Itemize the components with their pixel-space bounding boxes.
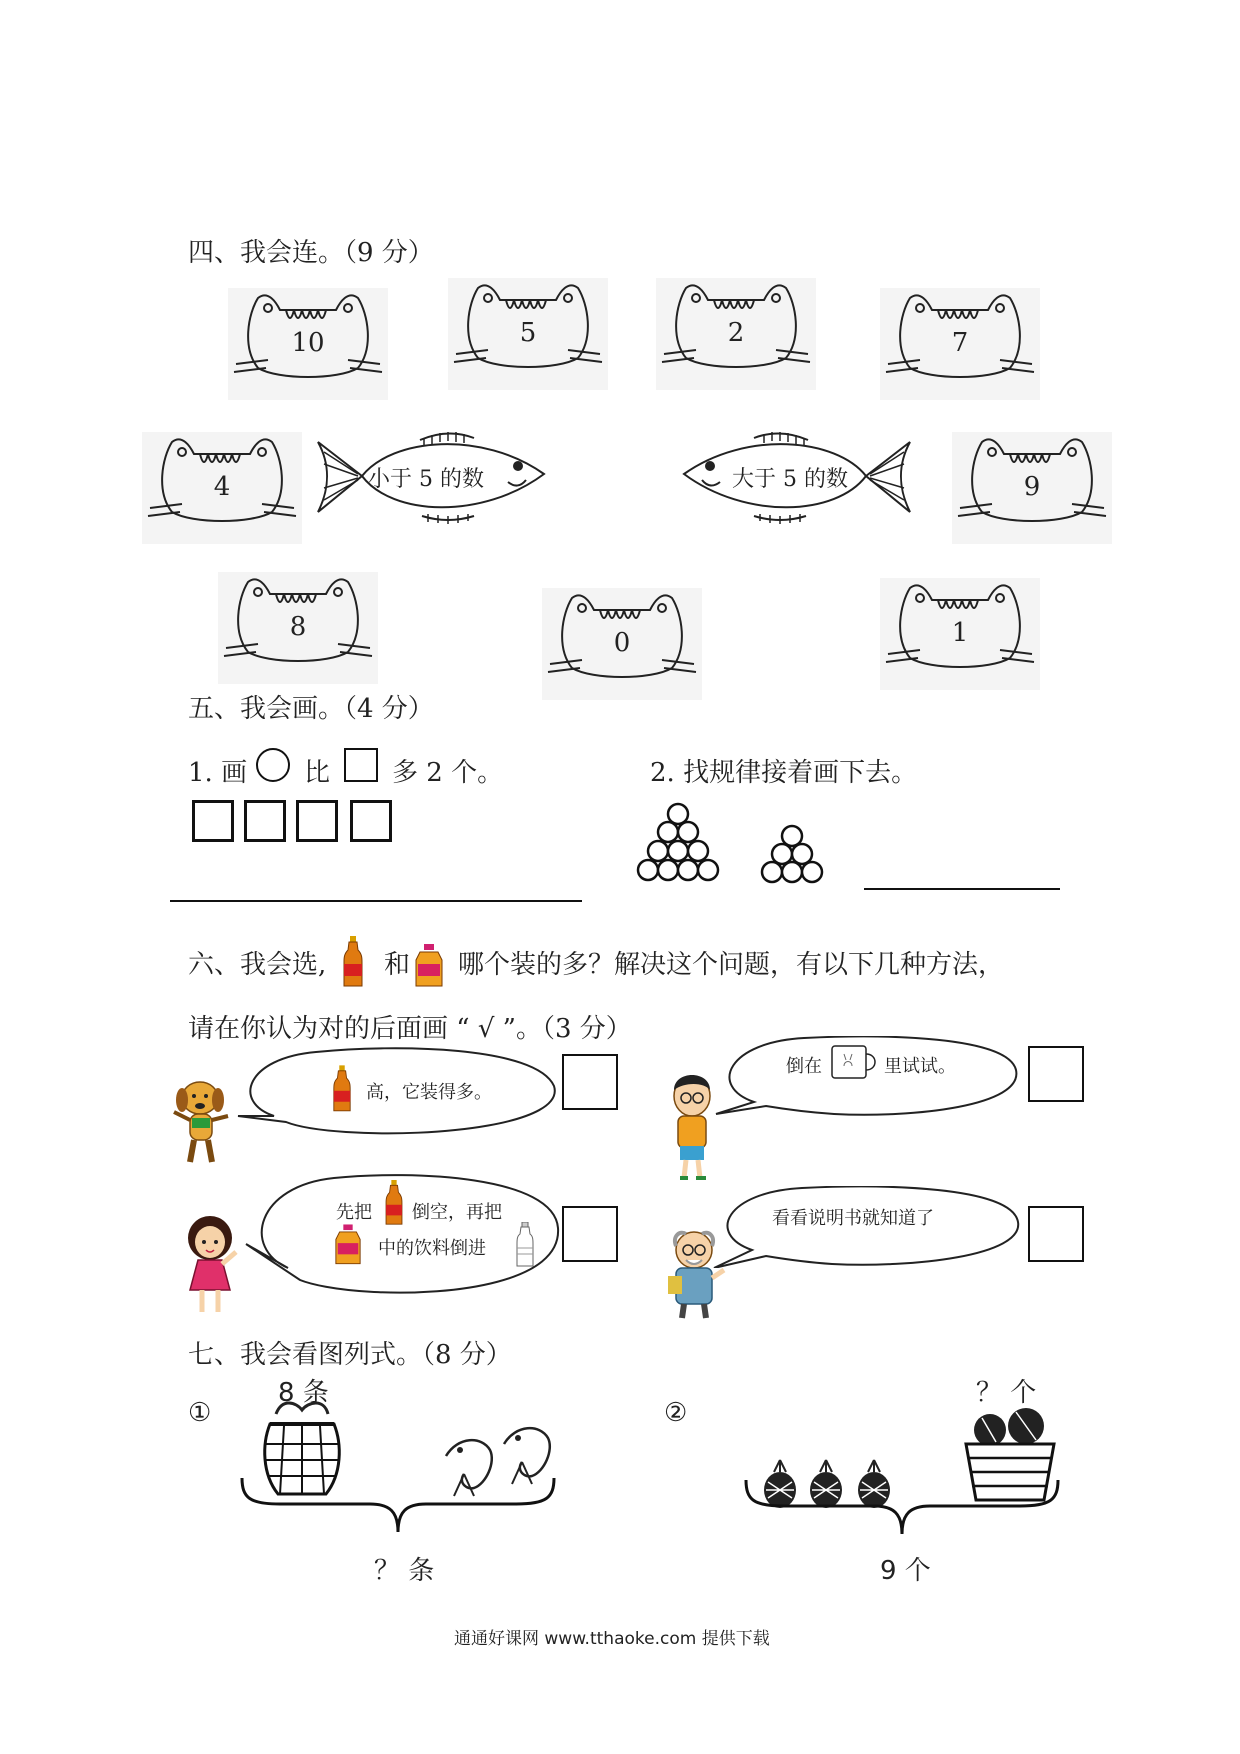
bubble-text: 看看说明书就知道了 xyxy=(772,1208,934,1229)
answer-checkbox-4[interactable] xyxy=(1028,1206,1084,1262)
q1-suffix: 多 2 个。 xyxy=(392,758,504,788)
bubble-text: 倒空，再把 xyxy=(412,1202,502,1223)
section6-title-a: 六、我会选, xyxy=(188,950,327,980)
cat-card-8[interactable] xyxy=(218,572,378,684)
problem2-top-label: ？ 个 xyxy=(976,1378,1037,1408)
q1-mid: 比 xyxy=(304,758,331,788)
answer-checkbox-2[interactable] xyxy=(1028,1046,1084,1102)
cat-number: 8 xyxy=(289,612,307,642)
cat-number: 7 xyxy=(951,328,969,358)
fish-label: 小于 5 的数 xyxy=(368,467,484,492)
cat-card-1[interactable] xyxy=(880,578,1040,690)
cola-bottle-icon xyxy=(384,1180,404,1226)
answer-line-q2[interactable] xyxy=(864,888,1060,890)
juice-jug-icon xyxy=(334,1224,362,1266)
circle-icon xyxy=(256,748,290,782)
cat-card-10[interactable] xyxy=(228,288,388,400)
fish-greater-than-5[interactable] xyxy=(676,424,916,528)
cat-number: 0 xyxy=(613,628,631,658)
cola-bottle-icon xyxy=(342,936,364,988)
cat-number: 10 xyxy=(291,328,325,358)
problem2-bottom-label: 9 个 xyxy=(880,1556,931,1586)
boy-character-icon xyxy=(664,1070,720,1182)
cat-card-0[interactable] xyxy=(542,588,702,700)
bubble-text: 倒在 xyxy=(786,1056,822,1077)
cat-card-4[interactable] xyxy=(142,432,302,544)
footer-text: 通通好课网 www.tthaoke.com 提供下载 xyxy=(454,1629,770,1649)
cat-number: 9 xyxy=(1023,472,1041,502)
dog-character-icon xyxy=(170,1076,232,1168)
answer-checkbox-3[interactable] xyxy=(562,1206,618,1262)
problem1-bottom-label: ？ 条 xyxy=(374,1556,435,1586)
square-shape xyxy=(350,800,392,842)
answer-line-q1[interactable] xyxy=(170,900,582,902)
brace-icon xyxy=(240,1476,556,1536)
bubble-text: 高，它装得多。 xyxy=(366,1082,492,1103)
problem2-marker: ② xyxy=(664,1398,688,1428)
section7-title: 七、我会看图列式。（8 分） xyxy=(188,1340,512,1370)
q1-prefix: 1. 画 xyxy=(188,758,248,788)
square-shape xyxy=(192,800,234,842)
fish-less-than-5[interactable] xyxy=(312,424,552,528)
cat-number: 5 xyxy=(519,318,537,348)
section6-title-2: 请在你认为对的后面画 “ √ ”。（3 分） xyxy=(188,1014,632,1044)
bubble-text: 里试试。 xyxy=(884,1056,956,1077)
circle-pyramid-10 xyxy=(632,802,724,894)
problem1-top-label: 8 条 xyxy=(278,1378,329,1408)
speech-bubble-2 xyxy=(714,1036,1020,1118)
section5-title: 五、我会画。（4 分） xyxy=(188,694,434,724)
cat-card-2[interactable] xyxy=(656,278,816,390)
water-bottle-icon xyxy=(516,1222,534,1268)
section6-title-b: 和 xyxy=(384,950,411,980)
answer-checkbox-1[interactable] xyxy=(562,1054,618,1110)
square-icon xyxy=(344,748,378,782)
square-shape xyxy=(244,800,286,842)
fish-label: 大于 5 的数 xyxy=(732,467,848,492)
section6-title-c: 哪个装的多？解决这个问题，有以下几种方法， xyxy=(458,950,1005,980)
cola-bottle-icon xyxy=(332,1064,352,1114)
q2-text: 2. 找规律接着画下去。 xyxy=(650,758,918,788)
juice-jug-icon xyxy=(414,944,444,988)
cat-card-7[interactable] xyxy=(880,288,1040,400)
speech-bubble-3 xyxy=(244,1172,562,1298)
girl-character-icon xyxy=(180,1212,242,1316)
cat-number: 4 xyxy=(213,472,231,502)
section4-title: 四、我会连。（9 分） xyxy=(188,238,434,268)
circle-pyramid-6 xyxy=(756,824,828,896)
cat-card-9[interactable] xyxy=(952,432,1112,544)
mug-icon xyxy=(830,1044,878,1080)
bubble-text: 中的饮料倒进 xyxy=(378,1238,486,1259)
bubble-text: 先把 xyxy=(336,1202,372,1223)
cat-card-5[interactable] xyxy=(448,278,608,390)
speech-bubble-4 xyxy=(712,1186,1022,1268)
cat-number: 1 xyxy=(951,618,969,648)
brace-icon xyxy=(744,1478,1060,1538)
speech-bubble-1 xyxy=(236,1046,558,1138)
square-shape xyxy=(296,800,338,842)
cat-number: 2 xyxy=(727,318,745,348)
problem1-marker: ① xyxy=(188,1398,212,1428)
